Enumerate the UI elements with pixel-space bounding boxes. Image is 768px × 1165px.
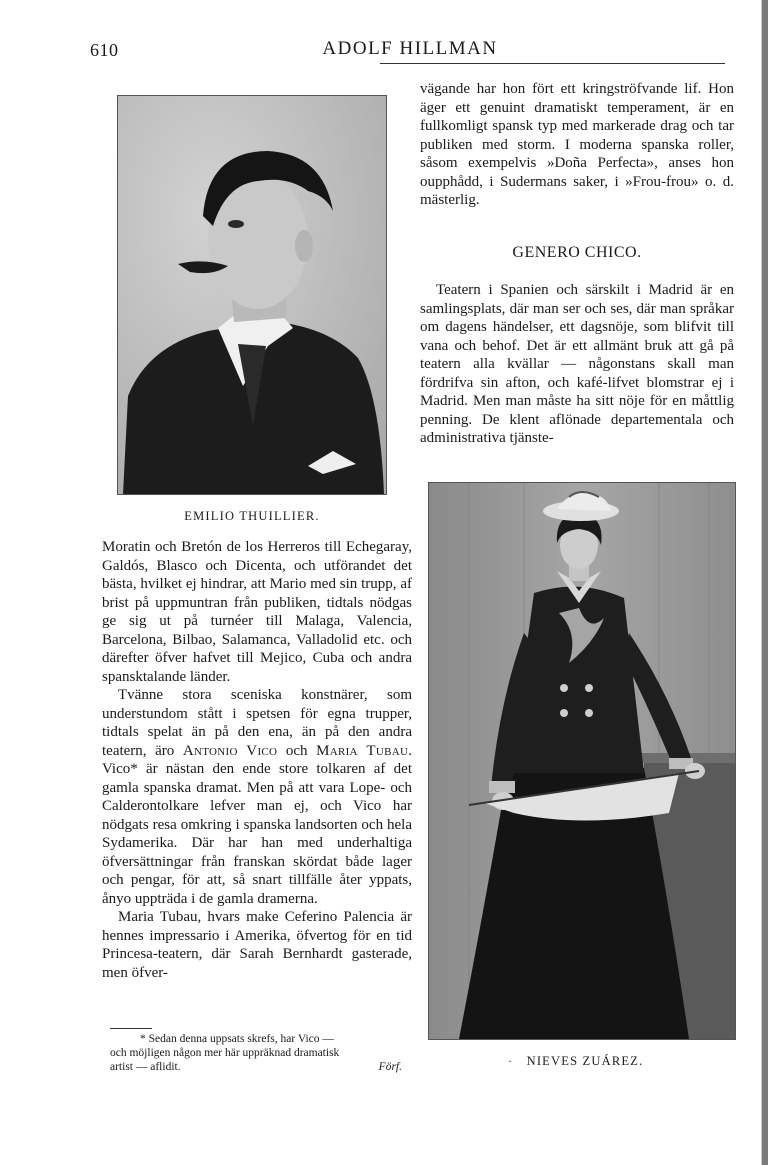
right-column-section-text <box>420 281 734 448</box>
footnote-rule <box>110 1028 152 1029</box>
person-name: Antonio Vico <box>182 742 278 759</box>
page-number: 610 <box>90 40 119 60</box>
footnote-line: artist — aflidit. <box>110 1061 181 1073</box>
text-run: Tvänne stora sceniska konstnärer, som understundom stått i spetsen för egna trupper, tidtals spelat än på den ena, än på den andra teatern, äro <box>102 687 412 759</box>
text-run: . Vico* är nästan den ende store tolkaren af det gamla spanska dramat. Men på att vara Lope- och Calderontolkare lefver man ej, och Vico har nödgats resa omkring i spanska landsorten och hela Sydamerika. Där har han med underhaltiga öfversättningar från franskan skördat både lager och pengar, för att, så snart tillfälle åter yppats, ånyo uppträda i de gamla dramerna. <box>102 742 412 907</box>
text-run: och <box>277 742 317 759</box>
footnote-line: * Sedan denna uppsats skrefs, har Vico — <box>140 1033 334 1045</box>
portrait-emilio-thuillier <box>117 95 387 495</box>
footnote-line: och möjligen någon mer här uppräknad dramatisk <box>110 1047 340 1059</box>
section-title: GENERO CHICO. <box>512 244 642 261</box>
right-column-top-text <box>420 80 734 210</box>
paragraph <box>102 686 412 908</box>
header-rule <box>380 63 725 64</box>
running-title: ADOLF HILLMAN <box>322 38 498 59</box>
page-edge <box>762 0 768 1165</box>
paragraph: vägande har hon fört ett kringströfvande lif. Hon äger ett genuint dramatiskt temperament, är en fullkomligt spansk typ med markerade drag och tar publiken med storm. I moderna spanska roller, såsom exempelvis »Doña Perfecta», anses hon oupphådd, i Sudermans saker, i »Frou-frou» o. d. mästerlig. <box>420 81 734 208</box>
paragraph: Teatern i Spanien och särskilt i Madrid är en samlingsplats, där man ser och ses, där man språkar om dagens händelser, ett dagsnöje, som blifvit till vana och behof. Det är ett allmänt bruk att gå på teatern alla kvällar — någonstans skall man fördrifva sin afton, och kafé-lifvet blomstrar ej i Madrid. Men man måste ha sitt nöje för en måttlig penning. De klent aflönade departementala och administrativa tjänste- <box>420 282 734 446</box>
portrait-1-caption: EMILIO THUILLIER. <box>184 509 320 523</box>
portrait-nieves-zuarez <box>428 482 736 1040</box>
paragraph: Maria Tubau, hvars make Ceferino Palencia är hennes impressario i Amerika, öfvertog för en tid Princesa-teatern, där Sarah Bernhardt gasterade, men öfver- <box>102 909 412 981</box>
portrait-2-caption: NIEVES ZUÁREZ. <box>526 1054 644 1068</box>
caption-mark: · <box>508 1054 512 1068</box>
paragraph: Moratin och Bretón de los Herreros till Echegaray, Galdós, Blasco och Dicenta, och utförandet det bästa, hvilket ej hindrar, att Mario med sin trupp, af brist på uppmuntran från publiken, tidtals nödgas ge sig ut på turnéer till Malaga, Valencia, Barcelona, Bilbao, Salamanca, Valladolid etc. och därefter öfver hafvet till Mejico, Cuba och andra spansktalande länder. <box>102 539 412 685</box>
portrait-nieves-zuarez-image <box>429 483 735 1039</box>
footnote <box>110 1032 420 1074</box>
person-name: Maria Tubau <box>316 742 409 759</box>
footnote-signature: Förf. <box>378 1061 402 1073</box>
left-column-text <box>102 538 412 982</box>
page-edge-line <box>761 0 762 1165</box>
portrait-emilio-thuillier-image <box>118 96 386 494</box>
